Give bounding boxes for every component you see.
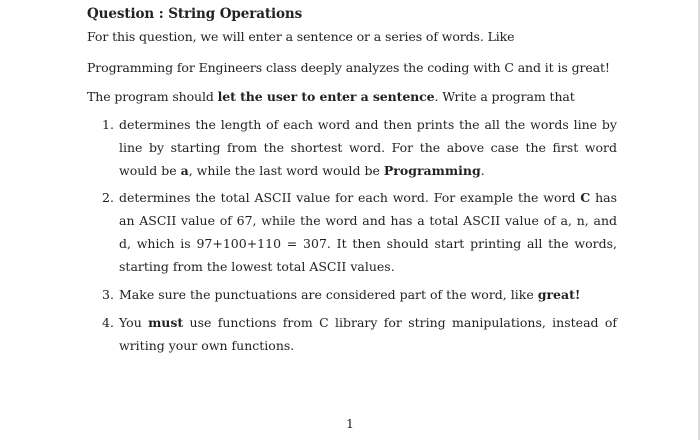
item-text: , while the last word would be — [188, 163, 384, 178]
list-item — [119, 186, 617, 278]
item-text: . — [480, 163, 485, 178]
item-text: Make sure the punctuations are considered part of the word, like — [119, 287, 538, 302]
item-bold: a — [180, 163, 189, 178]
list-item-number: 3. — [102, 287, 114, 302]
list-item — [119, 311, 617, 357]
intro-text: For this question, we will enter a sentence or a series of words. Like — [87, 29, 515, 44]
prompt-text: The program should let the user to enter a sentence. Write a program that — [87, 89, 575, 104]
list-item-number: 4. — [102, 315, 114, 330]
item-text: You — [119, 315, 149, 330]
list-item — [119, 283, 617, 306]
question-title: Question : String Operations — [87, 6, 303, 22]
item-bold: great! — [537, 287, 581, 302]
item-bold: C — [580, 190, 591, 205]
item-text: determines the total ASCII value for each word. For example the word — [119, 190, 581, 205]
item-text: has an ASCII value of 67, while the word and has a total ASCII value of a, n, and d, which is 97+100+110 = 307. It then should start printing all the words, starting from the lowest total ASCII values. — [119, 190, 617, 274]
item-text: use functions from C library for string manipulations, instead of writing your own functions. — [119, 315, 617, 353]
item-bold: Programming — [383, 163, 481, 178]
item-bold: must — [148, 315, 184, 330]
item-text: determines the length of each word and then prints the all the words line by line by starting from the shortest word. For the above case the first word would be — [119, 117, 617, 178]
list-item-number: 1. — [102, 117, 114, 132]
example-sentence: Programming for Engineers class deeply analyzes the coding with C and it is great! — [87, 60, 610, 75]
list-item — [119, 113, 617, 182]
page-number: 1 — [346, 416, 354, 431]
list-item-number: 2. — [102, 190, 114, 205]
